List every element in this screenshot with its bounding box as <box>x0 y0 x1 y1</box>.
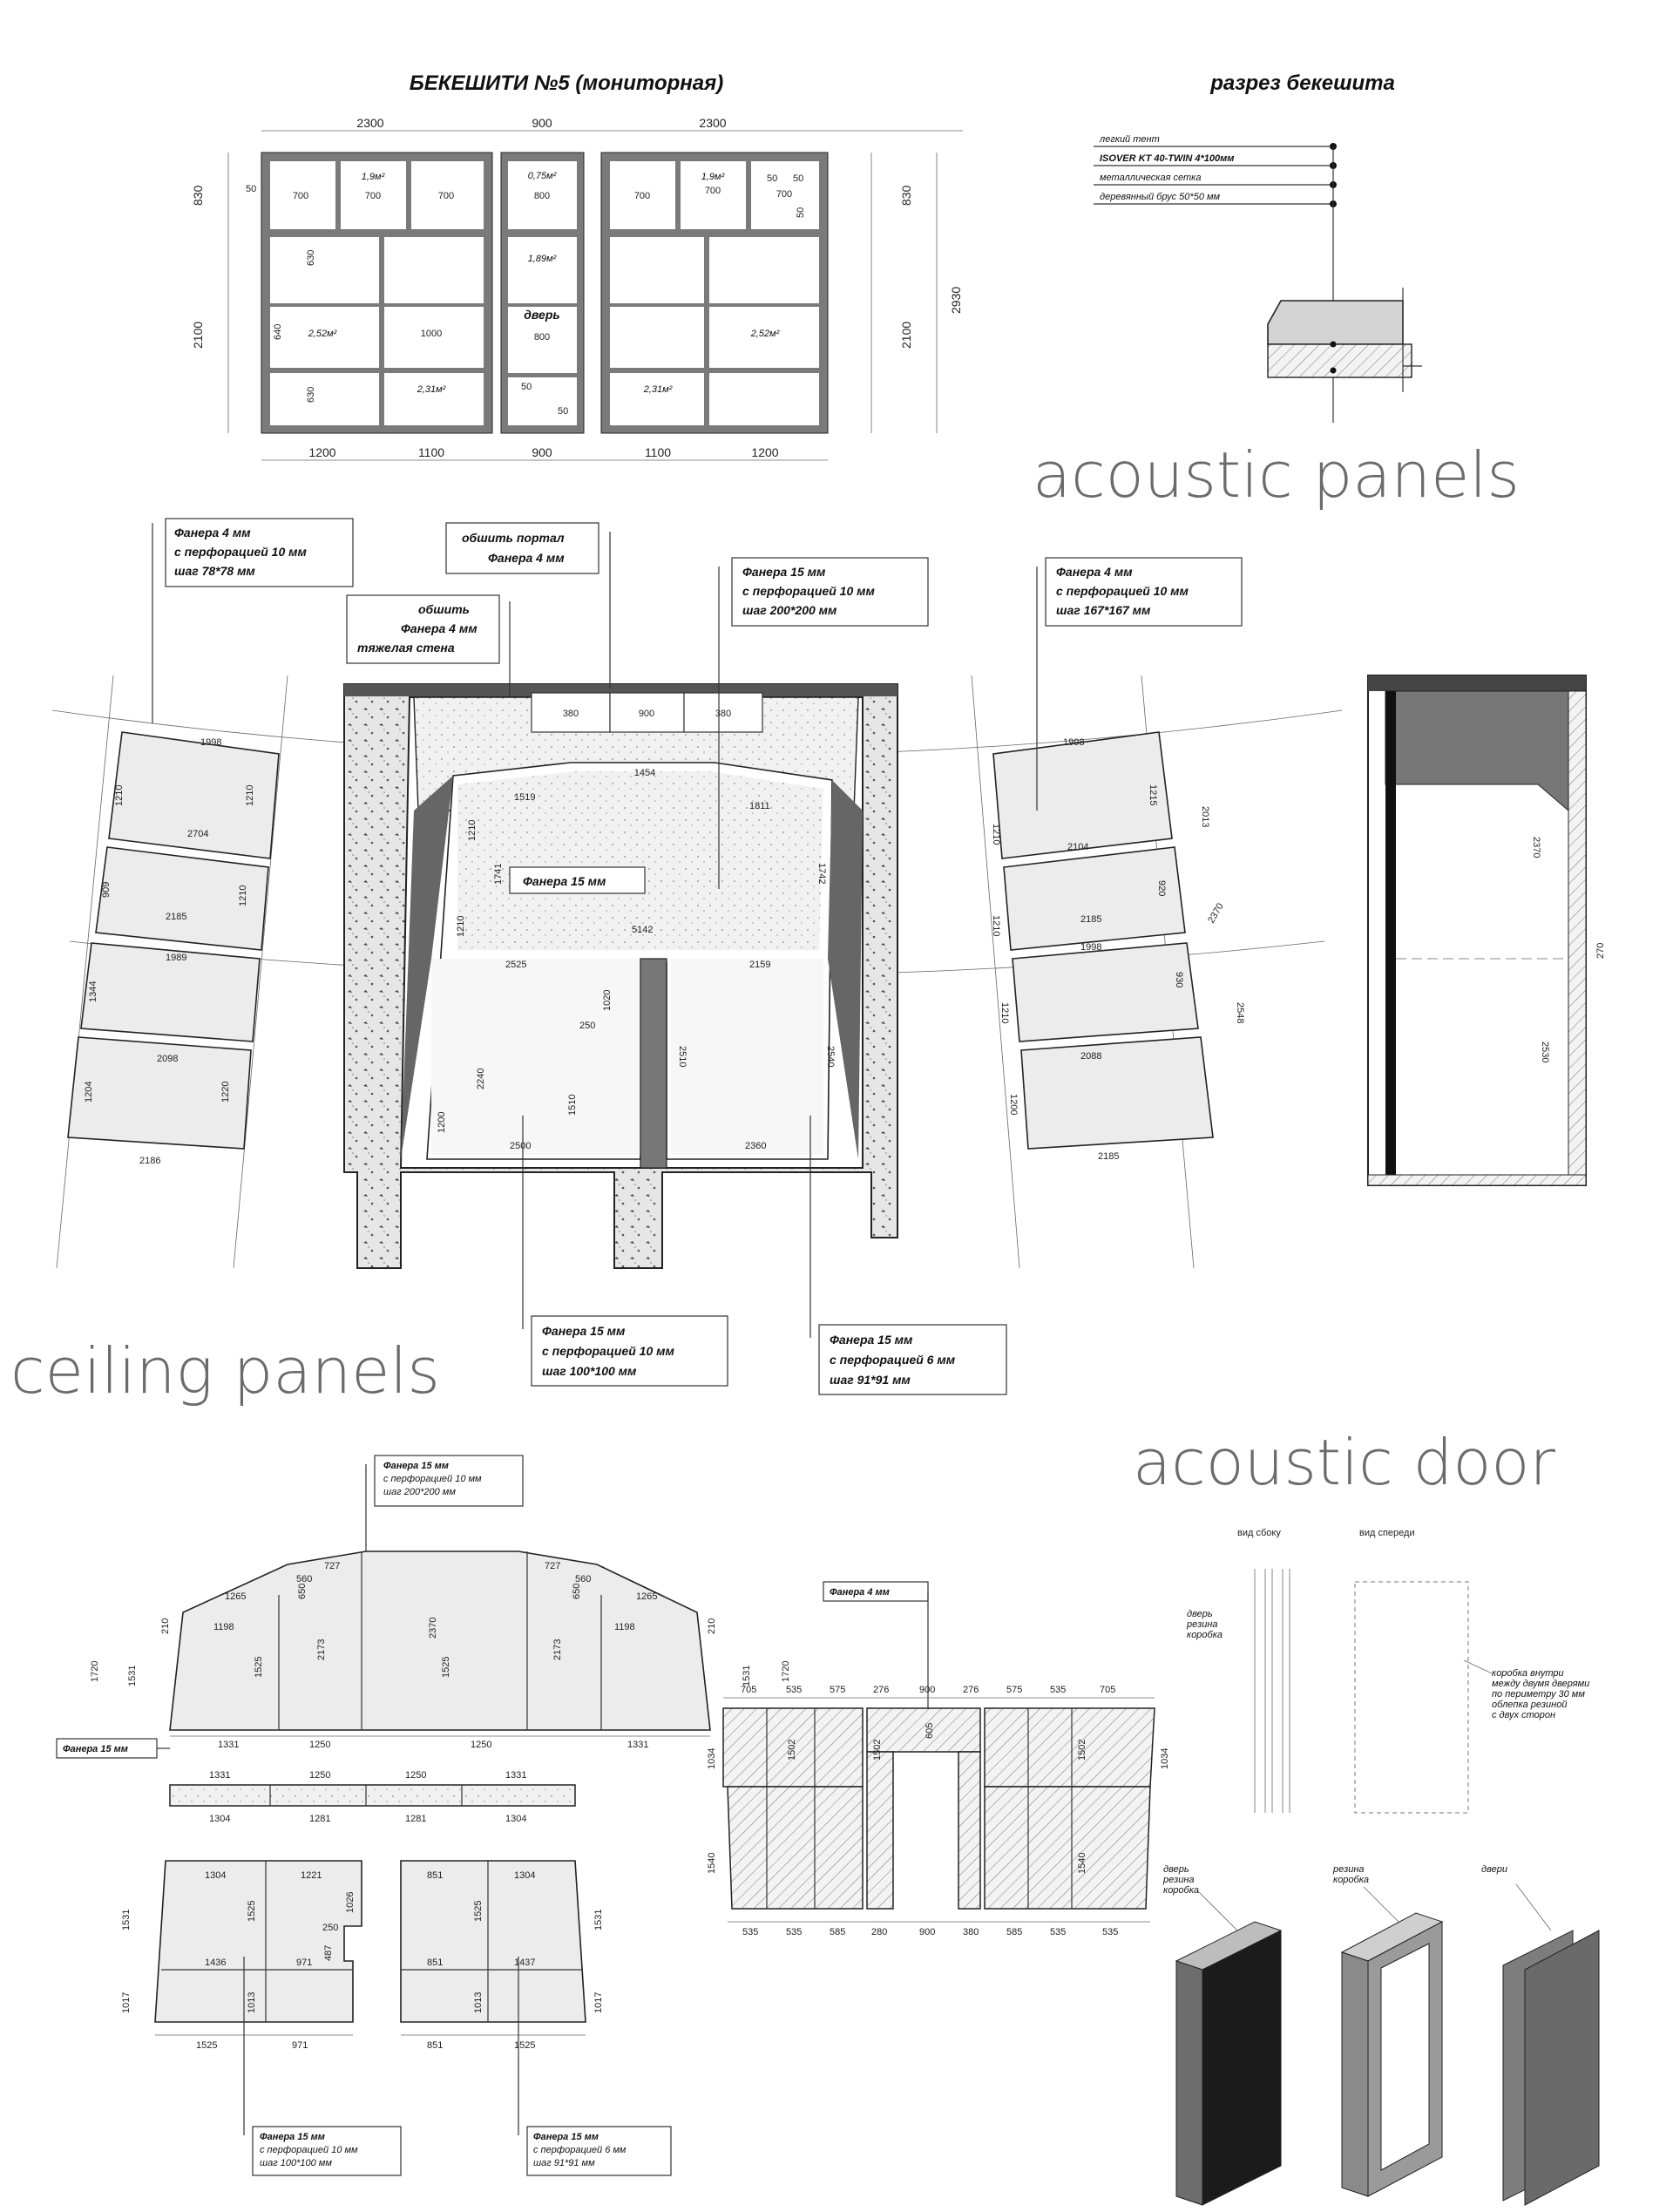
bl-1304: 1304 <box>205 1870 227 1881</box>
callout-br-3: шаг 91*91 мм <box>830 1373 911 1387</box>
dw-s5: 1502 <box>1077 1739 1087 1761</box>
dim-right-830: 830 <box>899 185 913 206</box>
dim-lw-1210c: 1210 <box>238 885 248 906</box>
callout-right-1: Фанера 4 мм <box>1056 565 1133 579</box>
dim-top-center: 900 <box>532 116 552 130</box>
dim-rw-2548: 2548 <box>1235 1002 1245 1024</box>
dim-lw-1344: 1344 <box>88 980 98 1002</box>
area-l3: 2,31м² <box>417 384 446 395</box>
area-r2: 2,52м² <box>750 329 780 339</box>
callout-ceil-1: Фанера 15 мм <box>742 565 826 579</box>
dim-1454: 1454 <box>633 768 656 778</box>
ceil-2173a: 2173 <box>316 1639 327 1660</box>
dim-rw-1210a: 1210 <box>991 824 1001 845</box>
dim-rw-2185b: 2185 <box>1098 1151 1120 1162</box>
dim-right-2930: 2930 <box>949 286 963 314</box>
side-view <box>1368 675 1606 1185</box>
ceil-strip-b3: 1281 <box>405 1814 427 1824</box>
dim-bottom-3: 900 <box>532 445 552 459</box>
ceil-1198b: 1198 <box>614 1622 635 1632</box>
dw-b5: 900 <box>919 1927 936 1937</box>
door-front-label: вид спереди <box>1359 1528 1415 1538</box>
ceil-strip-t1: 1331 <box>209 1770 231 1781</box>
bl-1013: 1013 <box>247 1991 257 2013</box>
area-c1: 0,75м² <box>527 171 557 181</box>
callout-br-1: Фанера 15 мм <box>830 1333 913 1347</box>
br-851a: 851 <box>427 1870 444 1881</box>
area-c2: 1,89м² <box>527 254 557 264</box>
dim-rw-2013: 2013 <box>1200 806 1210 828</box>
dw-t9: 705 <box>1100 1685 1116 1695</box>
room-plan <box>52 519 1606 1394</box>
dim-r-700a: 700 <box>633 191 651 201</box>
ceil-560a: 560 <box>296 1574 313 1584</box>
ceil-560b: 560 <box>575 1574 592 1584</box>
ceil-arch-b4: 1331 <box>627 1740 649 1750</box>
layer-3: металлическая сетка <box>1100 173 1202 183</box>
dim-lw-1204: 1204 <box>84 1081 94 1103</box>
ceil-1198a: 1198 <box>213 1622 234 1632</box>
br-1437: 1437 <box>514 1958 536 1968</box>
dw-b4: 280 <box>871 1927 888 1937</box>
dw-s4: 1502 <box>872 1739 883 1761</box>
iso-a-2: резина <box>1163 1875 1195 1885</box>
ceil-650b: 650 <box>572 1583 582 1599</box>
dim-left-700c: 700 <box>437 191 455 201</box>
ceil-650a: 650 <box>297 1583 308 1599</box>
dim-portal-380b: 380 <box>715 709 732 719</box>
dim-lw-1210b: 1210 <box>245 784 255 806</box>
ceil-1720a: 1720 <box>90 1660 100 1682</box>
door-part-1: дверь <box>1187 1609 1213 1619</box>
bl-1436: 1436 <box>205 1958 227 1968</box>
bl-1531: 1531 <box>121 1909 132 1930</box>
section-title: разрез бекешита <box>1210 71 1395 95</box>
ceil-1265a: 1265 <box>225 1591 247 1602</box>
dim-rw-1210b: 1210 <box>991 915 1001 937</box>
dim-lw-1210a: 1210 <box>114 784 125 806</box>
iso-a-3: коробка <box>1163 1885 1200 1896</box>
door-note-1: коробка внутри <box>1492 1668 1564 1679</box>
ceil-1265b: 1265 <box>636 1591 658 1602</box>
dim-1020: 1020 <box>602 989 613 1011</box>
ceil-strip-t2: 1250 <box>309 1770 331 1781</box>
ceil-strip-b4: 1304 <box>505 1814 527 1824</box>
iso-b-2: коробка <box>1333 1875 1370 1885</box>
section-detail <box>1094 71 1422 423</box>
bekeshiti-title: БЕКЕШИТИ №5 (мониторная) <box>409 71 724 95</box>
bl-487: 487 <box>323 1944 334 1961</box>
dim-left-2100: 2100 <box>191 321 205 349</box>
dw-t6: 276 <box>963 1685 979 1695</box>
br-1531: 1531 <box>593 1909 604 1930</box>
dim-lw-2186: 2186 <box>139 1156 161 1166</box>
br-1525: 1525 <box>473 1900 484 1922</box>
ceil-arch-b3: 1250 <box>471 1740 492 1750</box>
bl-b971: 971 <box>292 2040 308 2051</box>
dim-rw-930: 930 <box>1174 972 1184 988</box>
dw-b3: 585 <box>830 1927 846 1937</box>
br-1304: 1304 <box>514 1870 536 1881</box>
title-ceiling-panels: ceiling panels <box>10 1334 440 1408</box>
dw-t1: 705 <box>741 1685 757 1695</box>
ceil-1525a: 1525 <box>254 1656 264 1678</box>
callout-bl-3: шаг 100*100 мм <box>542 1364 637 1378</box>
dw-t8: 535 <box>1050 1685 1067 1695</box>
ceil-callout-bl-3: шаг 100*100 мм <box>260 2158 332 2168</box>
ceil-1531b: 1531 <box>742 1665 752 1686</box>
dim-l-630a: 630 <box>306 249 316 266</box>
dim-left-700a: 700 <box>292 191 309 201</box>
dim-1510: 1510 <box>567 1094 578 1116</box>
dim-side-2370: 2370 <box>1531 837 1541 858</box>
dim-2525: 2525 <box>505 960 527 970</box>
bl-1017: 1017 <box>121 1991 132 2013</box>
ceil-callout-br-2: с перфорацией 6 мм <box>533 2145 627 2155</box>
iso-b-1: резина <box>1333 1864 1365 1875</box>
callout-right-3: шаг 167*167 мм <box>1056 603 1151 617</box>
dim-1200: 1200 <box>437 1111 447 1133</box>
door-wall-callout: Фанера 4 мм <box>830 1587 890 1598</box>
door-side-label: вид сбоку <box>1237 1528 1281 1538</box>
ceil-callout-br-3: шаг 91*91 мм <box>533 2158 595 2168</box>
door-part-3: коробка <box>1187 1630 1223 1640</box>
dim-bottom-4: 1100 <box>644 445 672 459</box>
ceil-callout-top-2: с перфорацией 10 мм <box>383 1474 482 1484</box>
bl-971: 971 <box>296 1958 313 1968</box>
dw-b9: 535 <box>1102 1927 1119 1937</box>
dim-5142: 5142 <box>632 925 654 935</box>
dim-lw-1998: 1998 <box>200 737 222 748</box>
dim-bottom-1: 1200 <box>308 445 336 459</box>
ceil-callout-bl-1: Фанера 15 мм <box>260 2132 325 2142</box>
dim-rw-1200: 1200 <box>1008 1094 1019 1116</box>
dw-b1: 535 <box>742 1927 759 1937</box>
dim-1210b: 1210 <box>456 915 466 937</box>
room-walls <box>344 684 897 1268</box>
dim-rw-2104: 2104 <box>1067 842 1089 852</box>
layer-2: ISOVER KT 40-TWIN 4*100мм <box>1100 153 1235 164</box>
ceil-callout-bl-2: с перфорацией 10 мм <box>260 2145 358 2155</box>
ceil-strip-b1: 1304 <box>209 1814 231 1824</box>
area-r3: 2,31м² <box>643 384 673 395</box>
layer-4: деревянный брус 50*50 мм <box>1100 192 1221 202</box>
ceil-727b: 727 <box>545 1561 561 1571</box>
dim-2510: 2510 <box>677 1046 687 1068</box>
dim-lw-1220: 1220 <box>220 1081 231 1103</box>
dw-b2: 535 <box>786 1927 803 1937</box>
dim-2240: 2240 <box>476 1068 486 1089</box>
title-acoustic-panels: acoustic panels <box>1033 438 1520 512</box>
callout-left-3: шаг 78*78 мм <box>174 564 255 578</box>
dw-s3: 1540 <box>707 1852 717 1874</box>
ceiling-panels <box>57 1455 791 2175</box>
ceil-2173b: 2173 <box>552 1639 563 1660</box>
dim-1741: 1741 <box>493 863 504 885</box>
callout-left-2: с перфорацией 10 мм <box>174 545 307 559</box>
dim-top-right: 2300 <box>699 116 727 130</box>
dim-lw-1989: 1989 <box>166 953 187 963</box>
dim-lw-2704: 2704 <box>187 829 209 839</box>
dim-l-640: 640 <box>273 323 283 340</box>
dim-side-270: 270 <box>1595 942 1606 959</box>
ceil-1525b: 1525 <box>441 1656 451 1678</box>
dim-c-50a: 50 <box>521 382 532 392</box>
dw-t3: 575 <box>830 1685 846 1695</box>
ceil-1720b: 1720 <box>781 1660 791 1682</box>
callout-left-1: Фанера 4 мм <box>174 526 251 539</box>
dim-c-800a: 800 <box>533 191 551 201</box>
dim-rw-1998: 1998 <box>1063 737 1085 748</box>
ceil-strip-t4: 1331 <box>505 1770 527 1781</box>
ceil-callout-top-1: Фанера 15 мм <box>383 1461 449 1471</box>
callout-ceil-3: шаг 200*200 мм <box>742 603 837 617</box>
dim-2500: 2500 <box>510 1141 532 1151</box>
area-l2: 2,52м² <box>308 329 337 339</box>
dim-top-left: 2300 <box>356 116 384 130</box>
dim-rw-2185: 2185 <box>1080 914 1102 925</box>
dw-b6: 380 <box>963 1927 979 1937</box>
dim-r-50c: 50 <box>796 207 806 218</box>
ceil-callout-top-3: шаг 200*200 мм <box>383 1487 456 1497</box>
callout-bl-1: Фанера 15 мм <box>542 1324 626 1338</box>
door-part-2: резина <box>1187 1619 1218 1630</box>
ceil-arch-b1: 1331 <box>218 1740 240 1750</box>
dw-b7: 585 <box>1006 1927 1023 1937</box>
dim-1742: 1742 <box>816 863 827 885</box>
dim-lw-909: 909 <box>101 881 112 898</box>
dw-b8: 535 <box>1050 1927 1067 1937</box>
br-1017: 1017 <box>593 1991 604 2013</box>
area-r1: 1,9м² <box>701 172 725 182</box>
dim-portal-900: 900 <box>638 709 655 719</box>
ceil-arch-b2: 1250 <box>309 1740 331 1750</box>
dim-rw-2088: 2088 <box>1080 1051 1102 1062</box>
door-wall-panels <box>707 1582 1170 1937</box>
dim-r-700c: 700 <box>776 189 793 200</box>
dim-1210a: 1210 <box>467 819 478 841</box>
dim-r-50a: 50 <box>767 173 778 184</box>
dim-right-2100: 2100 <box>899 321 913 349</box>
br-851b: 851 <box>427 1958 444 1968</box>
dim-l-630b: 630 <box>306 386 316 403</box>
callout-heavy-1: обшить <box>418 602 470 616</box>
dim-2540: 2540 <box>825 1046 836 1068</box>
dw-s6: 1540 <box>1077 1852 1087 1874</box>
dim-lw-2185: 2185 <box>166 912 187 922</box>
br-1013: 1013 <box>473 1991 484 2013</box>
br-b1525: 1525 <box>514 2040 536 2051</box>
dim-left-700b: 700 <box>364 191 382 201</box>
callout-br-2: с перфорацией 6 мм <box>830 1353 956 1367</box>
dw-t5: 900 <box>919 1685 936 1695</box>
ceil-2370: 2370 <box>428 1617 438 1639</box>
title-acoustic-door: acoustic door <box>1133 1426 1556 1499</box>
dw-s8: 605 <box>925 1722 935 1739</box>
callout-portal-2: Фанера 4 мм <box>488 551 565 565</box>
dim-l-1000: 1000 <box>420 329 443 339</box>
bl-1525: 1525 <box>247 1900 257 1922</box>
dw-s7: 1034 <box>1160 1747 1170 1769</box>
door-note-2: между двумя дверями <box>1492 1679 1590 1689</box>
bl-1221: 1221 <box>301 1870 322 1881</box>
bl-b1525: 1525 <box>196 2040 218 2051</box>
ceil-strip-t3: 1250 <box>405 1770 427 1781</box>
dim-rw-1215: 1215 <box>1148 784 1158 806</box>
bekeshiti-elevation <box>191 71 963 460</box>
right-wing-panels <box>993 732 1213 1149</box>
ceil-callout-br-1: Фанера 15 мм <box>533 2132 599 2142</box>
iso-a-1: дверь <box>1163 1864 1189 1875</box>
door-note-5: с двух сторон <box>1492 1710 1556 1720</box>
callout-center: Фанера 15 мм <box>523 874 606 888</box>
ceil-727a: 727 <box>324 1561 341 1571</box>
callout-ceil-2: с перфорацией 10 мм <box>742 584 875 598</box>
dim-rw-1210c: 1210 <box>999 1002 1010 1024</box>
dim-rw-1998b: 1998 <box>1080 942 1102 953</box>
dim-r-50b: 50 <box>793 173 804 184</box>
door-note-4: облепка резиной <box>1492 1700 1568 1710</box>
ceil-1531a: 1531 <box>127 1665 138 1686</box>
area-l1: 1,9м² <box>361 172 385 182</box>
ceil-210b: 210 <box>707 1618 717 1634</box>
dim-bottom-2: 1100 <box>417 445 445 459</box>
callout-heavy-3: тяжелая стена <box>357 641 455 655</box>
dw-t2: 535 <box>786 1685 803 1695</box>
callout-heavy-2: Фанера 4 мм <box>401 621 478 635</box>
dw-t7: 575 <box>1006 1685 1023 1695</box>
callout-portal-1: обшить портал <box>462 531 565 545</box>
dim-c-50b: 50 <box>558 406 569 417</box>
br-b851: 851 <box>427 2040 444 2051</box>
dw-s1: 1034 <box>707 1747 717 1769</box>
dim-portal-380a: 380 <box>562 709 579 719</box>
dw-s2: 1502 <box>787 1739 797 1761</box>
dim-rw-2370: 2370 <box>1206 901 1226 926</box>
ceil-210a: 210 <box>160 1618 171 1634</box>
dim-left-830: 830 <box>191 185 205 206</box>
door-note-3: по периметру 30 мм <box>1492 1689 1585 1700</box>
dim-1519: 1519 <box>514 792 536 803</box>
ceil-strip-b2: 1281 <box>309 1814 331 1824</box>
dim-bottom-5: 1200 <box>751 445 779 459</box>
dim-c-800b: 800 <box>533 332 551 343</box>
ceil-callout-left: Фанера 15 мм <box>63 1744 128 1754</box>
bl-250: 250 <box>322 1923 339 1933</box>
dim-250: 250 <box>579 1021 596 1031</box>
dw-t4: 276 <box>873 1685 890 1695</box>
callout-bl-2: с перфорацией 10 мм <box>542 1344 674 1358</box>
door-label: дверь <box>524 308 560 322</box>
callout-right-2: с перфорацией 10 мм <box>1056 584 1189 598</box>
dim-side-2530: 2530 <box>1540 1042 1550 1063</box>
dim-rw-920: 920 <box>1156 880 1167 897</box>
dim-left-50: 50 <box>246 184 257 194</box>
dim-2159: 2159 <box>749 960 771 970</box>
acoustic-door <box>1162 1528 1599 2205</box>
layer-1: легкий тент <box>1100 134 1160 145</box>
bl-1026: 1026 <box>345 1891 356 1913</box>
dim-lw-2098: 2098 <box>157 1054 179 1064</box>
dim-2360: 2360 <box>745 1141 767 1151</box>
iso-c-1: двери <box>1481 1864 1507 1875</box>
dim-1811: 1811 <box>749 801 770 811</box>
dim-r-700b: 700 <box>704 186 721 196</box>
